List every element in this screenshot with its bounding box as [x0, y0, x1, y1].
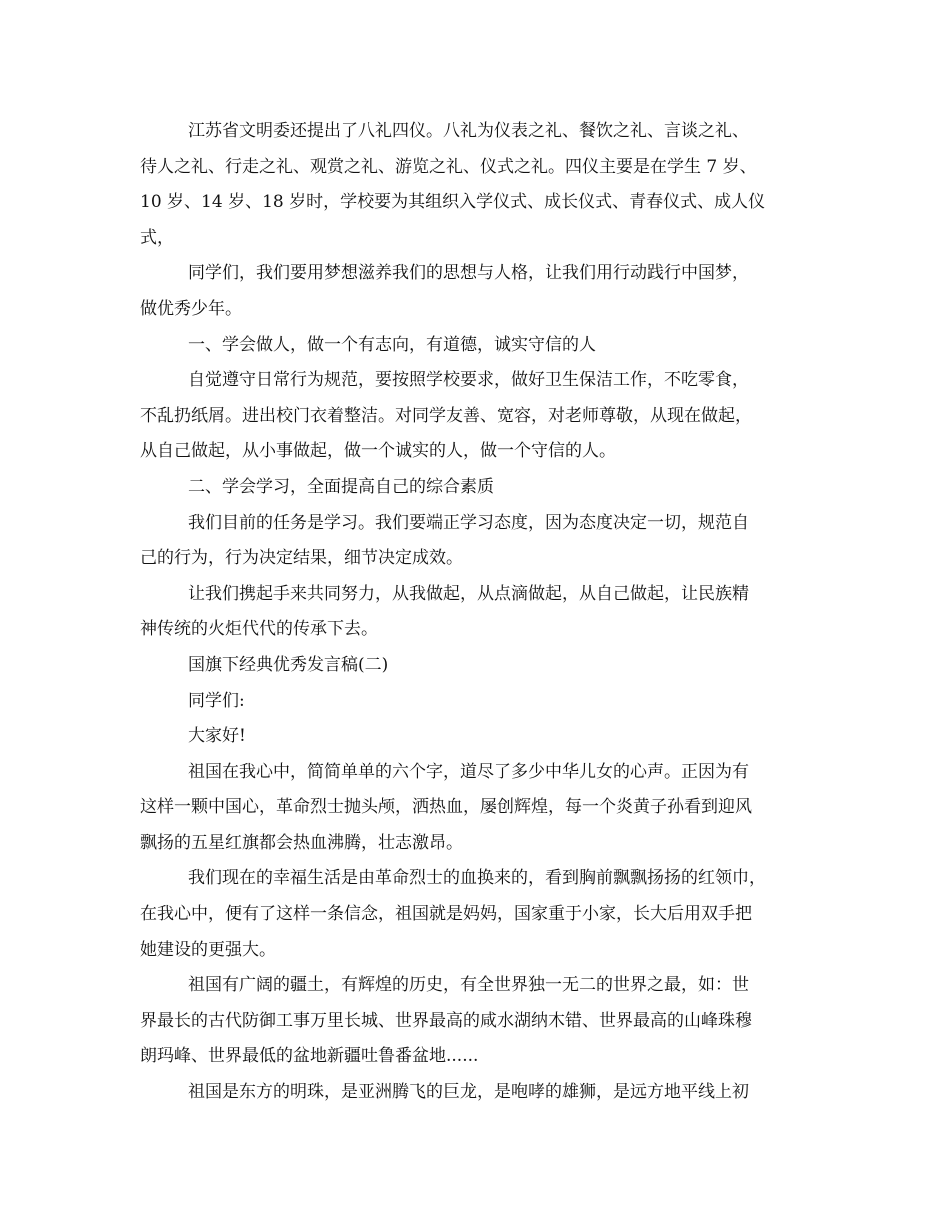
text-line: 己的行为，行为决定结果，细节决定成效。 [140, 548, 463, 569]
text-line: 神传统的火炬代代的传承下去。 [140, 619, 378, 640]
salutation: 同学们: [188, 690, 245, 711]
text-line: 祖国有广阔的疆土，有辉煌的历史，有全世界独一无二的世界之最，如：世 [188, 975, 749, 996]
text-line: 同学们，我们要用梦想滋养我们的思想与人格，让我们用行动践行中国梦， [188, 263, 749, 284]
text-line: 我们现在的幸福生活是由革命烈士的血换来的，看到胸前飘飘扬扬的红领巾， [188, 868, 766, 889]
text-line: 江苏省文明委还提出了八礼四仪。八礼为仪表之礼、餐饮之礼、言谈之礼、 [188, 121, 749, 141]
text-line: 从自己做起，从小事做起，做一个诚实的人，做一个守信的人。 [140, 441, 616, 462]
text-line: 自觉遵守日常行为规范，要按照学校要求，做好卫生保洁工作，不吃零食， [188, 370, 749, 391]
text-line: 祖国在我心中，简简单单的六个字，道尽了多少中华儿女的心声。正因为有 [188, 761, 749, 782]
text-line: 祖国是东方的明珠，是亚洲腾飞的巨龙，是咆哮的雄狮，是远方地平线上初 [188, 1082, 749, 1103]
text-line: 飘扬的五星红旗都会热血沸腾，壮志激昂。 [140, 832, 463, 853]
text-line: 界最长的古代防御工事万里长城、世界最高的咸水湖纳木错、世界最高的山峰珠穆 [140, 1010, 752, 1031]
text-line: 式， [140, 227, 174, 248]
text-line: 做优秀少年。 [140, 298, 242, 319]
speech-title: 国旗下经典优秀发言稿(二) [188, 654, 389, 675]
text-line: 让我们携起手来共同努力，从我做起，从点滴做起，从自己做起，让民族精 [188, 583, 749, 604]
text-line: 这样一颗中国心，革命烈士抛头颅，洒热血，屡创辉煌，每一个炎黄子孙看到迎风 [140, 797, 752, 818]
greeting: 大家好! [188, 726, 246, 747]
text-line: 在我心中，便有了这样一条信念，祖国就是妈妈，国家重于小家，长大后用双手把 [140, 904, 752, 925]
text-line: 朗玛峰、世界最低的盆地新疆吐鲁番盆地...... [140, 1046, 479, 1067]
document-body [140, 114, 820, 1111]
text-line: 不乱扔纸屑。进出校门衣着整洁。对同学友善、宽容，对老师尊敬，从现在做起， [140, 405, 752, 426]
text-line: 10 岁、14 岁、18 岁时，学校要为其组织入学仪式、成长仪式、青春仪式、成人仪 [140, 192, 766, 213]
section-heading: 二、学会学习，全面提高自己的综合素质 [188, 476, 494, 497]
text-line: 她建设的更强大。 [140, 939, 276, 960]
text-line: 我们目前的任务是学习。我们要端正学习态度，因为态度决定一切，规范自 [188, 512, 749, 533]
text-line: 待人之礼、行走之礼、观赏之礼、游览之礼、仪式之礼。四仪主要是在学生 7 岁、 [140, 156, 757, 177]
section-heading: 一、学会做人，做一个有志向，有道德，诚实守信的人 [188, 334, 596, 355]
